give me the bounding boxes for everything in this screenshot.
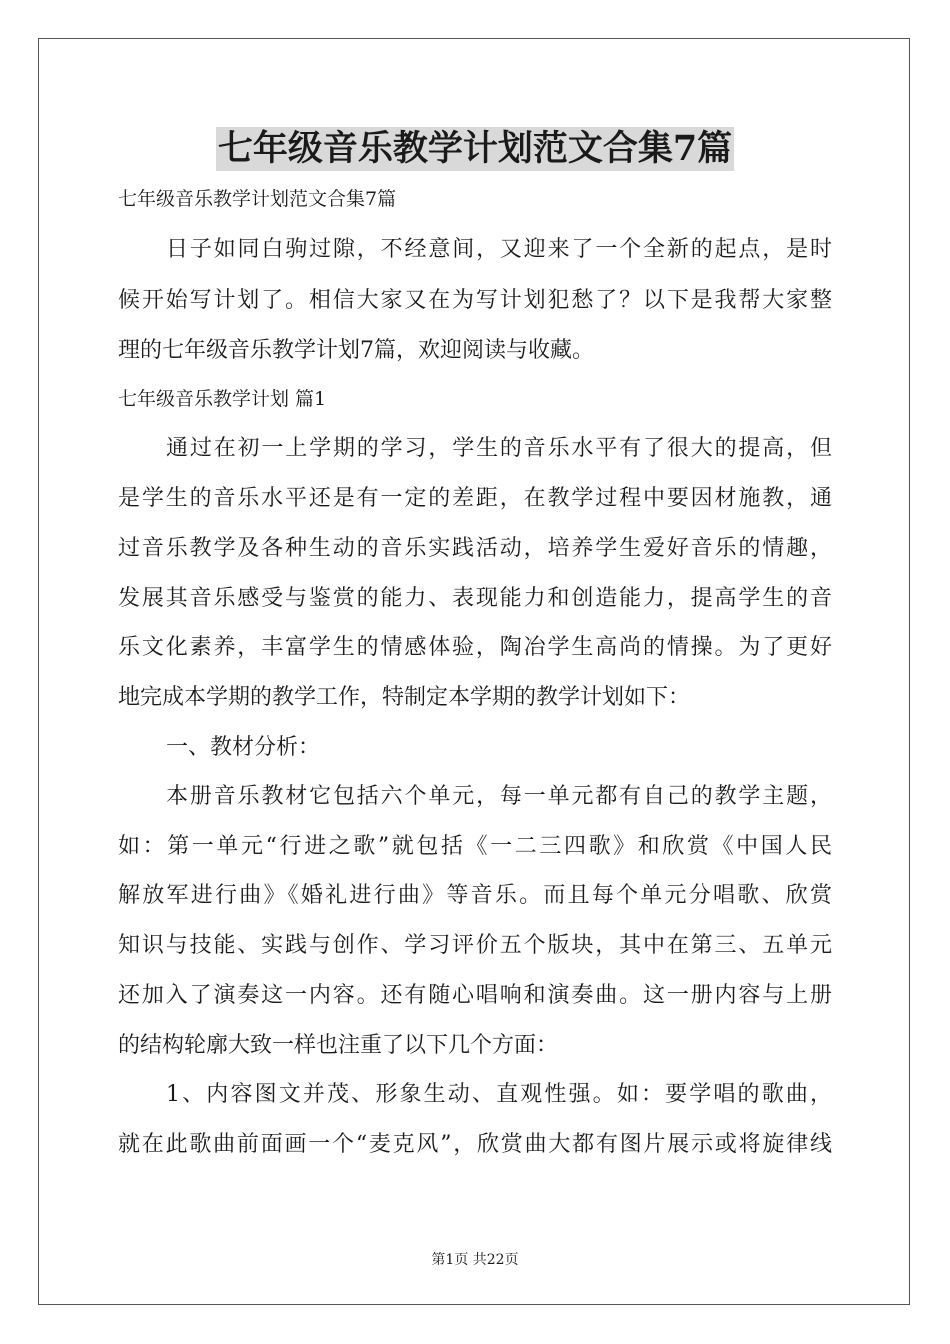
- paragraph-line: 如：第一单元“行进之歌”就包括《一二三四歌》和欣赏《中国人民: [118, 834, 832, 859]
- document-title: 七年级音乐教学计划范文合集7篇: [217, 128, 733, 169]
- paragraph-line: 解放军进行曲》《婚礼进行曲》等音乐。而且每个单元分唱歌、欣赏: [118, 883, 832, 908]
- page-footer: 第1页 共22页: [431, 1252, 519, 1268]
- paragraph-line: 乐文化素养，丰富学生的情感体验，陶冶学生高尚的情操。为了更好: [118, 635, 832, 660]
- paragraph-line: 通过在初一上学期的学习，学生的音乐水平有了很大的提高，但: [166, 436, 832, 461]
- paragraph-line: 知识与技能、实践与创作、学习评价五个版块，其中在第三、五单元: [118, 933, 832, 958]
- paragraph-line: 是学生的音乐水平还是有一定的差距，在教学过程中要因材施教，通: [118, 486, 832, 511]
- paragraph-line: 日子如同白驹过隙，不经意间，又迎来了一个全新的起点，是时: [166, 237, 832, 262]
- paragraph-line: 发展其音乐感受与鉴赏的能力、表现能力和创造能力，提高学生的音: [118, 586, 832, 611]
- section-heading: 七年级音乐教学计划 篇1: [118, 388, 327, 410]
- paragraph-line: 地完成本学期的教学工作，特制定本学期的教学计划如下：: [118, 685, 691, 710]
- paragraph-line: 1、内容图文并茂、形象生动、直观性强。如：要学唱的歌曲，: [166, 1082, 832, 1107]
- document-subtitle: 七年级音乐教学计划范文合集7篇: [118, 188, 397, 210]
- section-heading: 一、教材分析：: [166, 735, 321, 760]
- paragraph-line: 还加入了演奏这一内容。还有随心唱响和演奏曲。这一册内容与上册: [118, 983, 832, 1008]
- paragraph-line: 本册音乐教材它包括六个单元，每一单元都有自己的教学主题，: [166, 784, 832, 809]
- page-border: [38, 38, 910, 1305]
- paragraph-line: 就在此歌曲前面画一个“麦克风”，欣赏曲大都有图片展示或将旋律线: [118, 1132, 832, 1157]
- paragraph-line: 的结构轮廓大致一样也注重了以下几个方面：: [118, 1033, 559, 1058]
- paragraph-line: 过音乐教学及各种生动的音乐实践活动，培养学生爱好音乐的情趣，: [118, 536, 832, 561]
- paragraph-line: 理的七年级音乐教学计划7篇，欢迎阅读与收藏。: [118, 338, 594, 363]
- paragraph-line: 候开始写计划了。相信大家又在为写计划犯愁了？以下是我帮大家整: [118, 288, 832, 313]
- title-container: [0, 127, 950, 171]
